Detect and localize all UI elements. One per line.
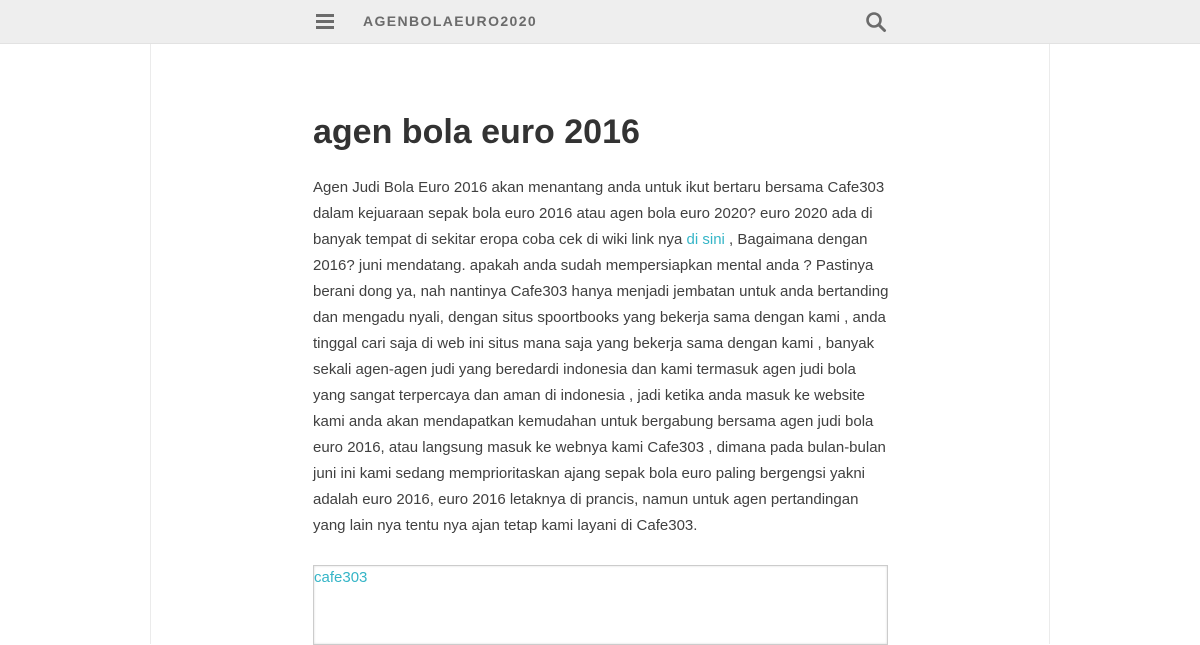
search-icon[interactable]: [864, 10, 888, 34]
article-title: agen bola euro 2016: [313, 113, 640, 151]
hamburger-menu-icon[interactable]: [313, 11, 337, 33]
cafe303-embed-link[interactable]: cafe303: [314, 569, 368, 586]
wiki-link[interactable]: di sini: [686, 231, 725, 248]
top-navigation-bar: [0, 0, 1200, 44]
article-paragraph: [313, 175, 891, 539]
embedded-frame: [313, 565, 888, 645]
site-title-link[interactable]: AGENBOLAEURO2020: [363, 13, 538, 29]
paragraph-text-end: , Bagaimana dengan 2016? juni mendatang. apakah anda sudah mempersiapkan mental anda ? Pastinya berani dong ya, nah nantinya Cafe303 hanya menjadi jembatan untuk anda bertanding dan mengadu nyali, dengan situs spoortbooks yang bekerja sama dengan kami , anda tinggal cari saja di web ini situs mana saja yang bekerja sama dengan kami , banyak sekali agen-agen judi yang beredardi indonesia dan kami termasuk agen judi bola yang sangat terpercaya dan aman di indonesia , jadi ketika anda masuk ke website kami anda akan mendapatkan kemudahan untuk bergabung bersama agen judi bola euro 2016, atau langsung masuk ke webnya kami Cafe303 , dimana pada bulan-bulan juni ini kami sedang memprioritaskan ajang sepak bola euro paling bergengsi yakni adalah euro 2016, euro 2016 letaknya di prancis, namun untuk agen pertandingan yang lain nya tentu nya ajan tetap kami layani di Cafe303.: [313, 231, 889, 534]
paragraph-text-start: Agen Judi Bola Euro 2016 akan menantang anda untuk ikut bertaru bersama Cafe303 dalam kejuaraan sepak bola euro 2016 atau agen bola euro 2020? euro 2020 ada di banyak tempat di sekitar eropa coba cek di wiki link nya: [313, 179, 885, 248]
